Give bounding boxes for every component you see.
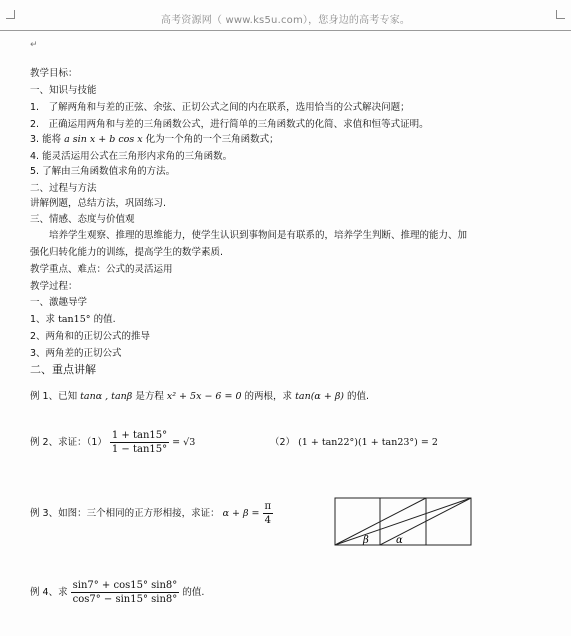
key-points: 教学重点、难点：公式的灵活运用 <box>30 264 173 275</box>
process-method-text: 讲解例题，总结方法，巩固练习. <box>30 198 167 209</box>
example-1-mid: 是方程 <box>135 391 164 402</box>
section-intro: 一、激趣导学 <box>30 297 88 308</box>
example-4-numerator: sin7° + cos15° sin8° <box>72 580 178 591</box>
values-text-2: 强化归转化能力的训练，提高学生的数学素质. <box>30 247 224 258</box>
example-2-rhs: = √3 <box>172 437 196 448</box>
three-squares-figure <box>334 497 474 549</box>
example-3 <box>30 500 273 528</box>
intro-item-1-suffix: 的值. <box>93 314 116 325</box>
page-header <box>0 0 571 31</box>
values-text-1: 培养学生观察、推理的思维能力，使学生认识到事物间是有联系的，培养学生判断、推理的能力、加 <box>30 230 468 241</box>
example-4 <box>30 578 204 608</box>
goal-1: 1. 了解两角和与差的正弦、余弦、正切公式之间的内在联系，选用恰当的公式解决问题； <box>30 102 410 113</box>
goal-3-prefix: 3. 能将 <box>30 134 62 145</box>
section-process-method: 二、过程与方法 <box>30 183 97 194</box>
goal-4: 4. 能灵活运用公式在三角形内求角的三角函数。 <box>30 151 233 162</box>
header-corner-right <box>556 10 565 19</box>
teaching-process: 教学过程： <box>30 281 78 292</box>
example-3-lhs: α + β = <box>222 508 260 519</box>
section-values: 三、情感、态度与价值观 <box>30 214 135 225</box>
goal-3-expr: a sin x + b cos x <box>64 134 143 145</box>
paragraph-mark: ↵ <box>30 40 38 50</box>
example-3-fraction <box>263 500 274 527</box>
example-2-prefix: 例 2、求证：（1） <box>30 437 107 448</box>
example-4-fraction <box>71 579 180 606</box>
example-3-denominator: 4 <box>264 515 271 526</box>
example-2-part2-expr: (1 + tan22°)(1 + tan23°) = 2 <box>298 437 438 448</box>
section-key-explanation: 二、重点讲解 <box>30 363 96 376</box>
example-1-prefix: 例 1、已知 <box>30 391 78 402</box>
example-4-denominator: cos7° − sin15° sin8° <box>72 594 178 605</box>
diagonal-long <box>335 498 471 545</box>
example-1-suffix: 的值. <box>347 391 370 402</box>
goal-title: 教学目标： <box>30 68 78 79</box>
header-text: 高考资源网（ www.ks5u.com），您身边的高考专家。 <box>160 15 411 26</box>
section-knowledge: 一、知识与技能 <box>30 85 97 96</box>
intro-item-1-prefix: 1、求 <box>30 314 56 325</box>
example-2-numerator: 1 + tan15° <box>111 430 168 441</box>
example-1-mid2: 的两根，求 <box>244 391 293 402</box>
example-2 <box>30 428 195 458</box>
example-4-prefix: 例 4、求 <box>30 587 68 598</box>
intro-item-2: 2、两角和的正切公式的推导 <box>30 331 151 342</box>
example-3-numerator: π <box>264 501 272 512</box>
example-1 <box>30 391 369 403</box>
intro-item-3: 3、两角差的正切公式 <box>30 348 122 359</box>
goal-2: 2. 正确运用两角和与差的三角函数公式，进行简单的三角函数式的化简、求值和恒等式证明。 <box>30 119 429 130</box>
example-3-prefix: 例 3、如图：三个相同的正方形相接，求证： <box>30 508 220 519</box>
beta-label: β <box>363 535 369 546</box>
example-1-equation: x² + 5x − 6 = 0 <box>166 391 242 402</box>
example-4-suffix: 的值. <box>182 587 205 598</box>
example-1-expr1: tanα , tanβ <box>80 391 133 402</box>
example-2-denominator: 1 − tan15° <box>111 444 168 455</box>
example-2-fraction <box>110 429 169 456</box>
alpha-label: α <box>396 535 403 546</box>
example-2-part-2 <box>270 437 438 449</box>
intro-item-1 <box>30 314 116 326</box>
intro-item-1-expr: tan15° <box>58 314 91 325</box>
example-2-part2-label: （2） <box>270 437 296 448</box>
goal-5: 5. 了解由三角函数值求角的方法。 <box>30 166 176 177</box>
goal-3 <box>30 134 279 146</box>
goal-3-suffix: 化为一个角的一个三角函数式； <box>145 134 279 145</box>
example-1-expr2: tan(α + β) <box>295 391 345 402</box>
